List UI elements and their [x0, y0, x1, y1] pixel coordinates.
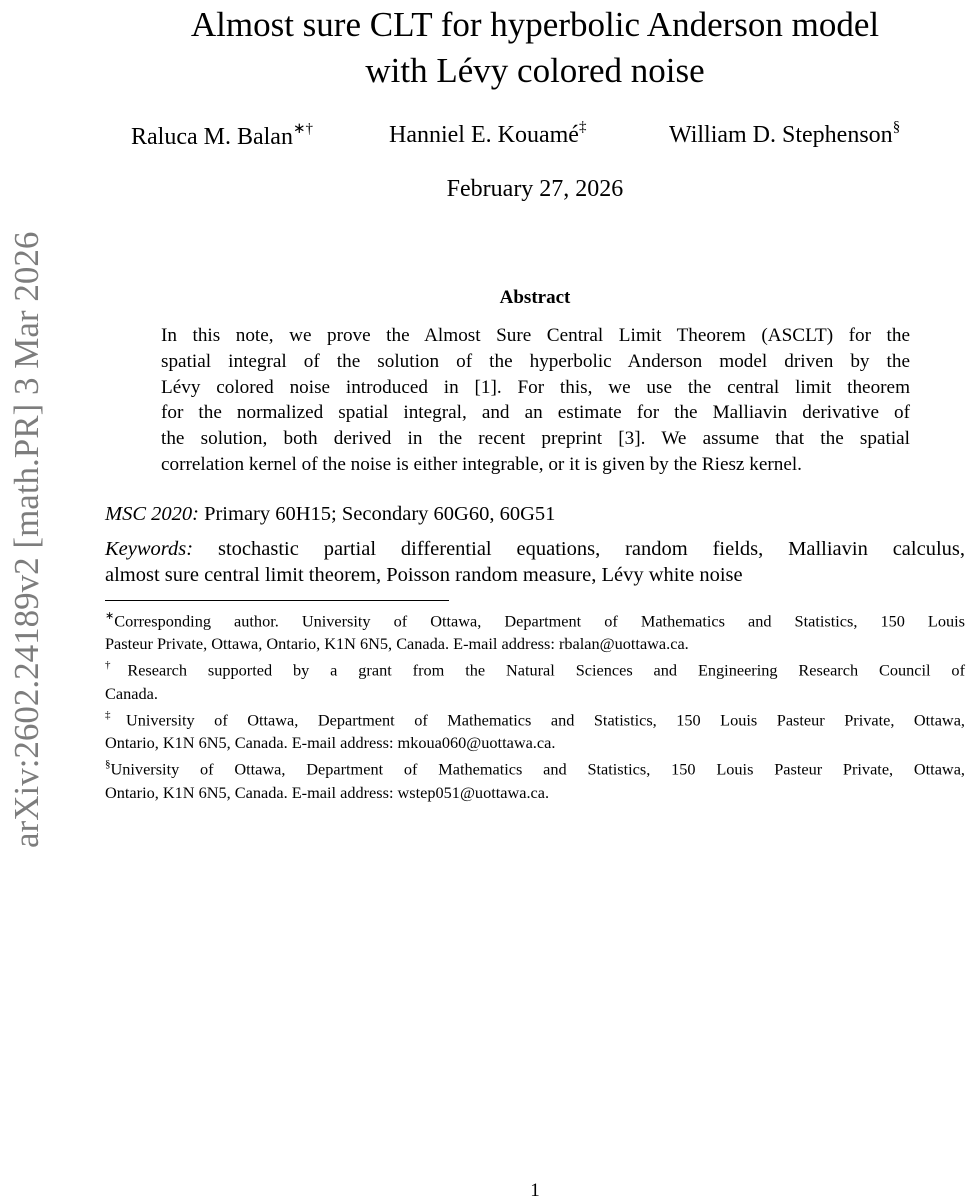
footnote-line: Pasteur Private, Ottawa, Ontario, K1N 6N5, Canada. E-mail address: rbalan@uottawa.ca. [105, 634, 689, 654]
footnote-line: Canada. [105, 683, 158, 703]
footnote-text: University of Ottawa, Department of Mathematics and Statistics, 150 Louis Pasteur Private, Ottawa, [125, 710, 965, 730]
keywords-line-2: almost sure central limit theorem, Poisson random measure, Lévy white noise [105, 564, 743, 586]
paper-date: February 27, 2026 [446, 176, 624, 202]
footnote-corresponding-author [105, 606, 965, 655]
author-list [131, 121, 951, 151]
footnote-line [105, 754, 965, 780]
abstract-heading: Abstract [499, 287, 571, 308]
footnote-line [105, 606, 965, 632]
keywords-text: stochastic partial differential equations, random fields, Malliavin calculus, [217, 538, 966, 560]
footnote-mark: § [105, 758, 111, 771]
title-line-1: Almost sure CLT for hyperbolic Anderson model [190, 5, 880, 44]
footnote-line [105, 655, 965, 681]
keywords [105, 536, 965, 588]
author-name: Raluca M. Balan [131, 124, 293, 150]
abstract-line: correlation kernel of the noise is either integrable, or it is given by the Riesz kernel. [161, 453, 802, 475]
abstract-body [161, 323, 910, 478]
arxiv-identifier-stamp: arXiv:2602.24189v2 [math.PR] 3 Mar 2026 [7, 231, 46, 848]
author-footnote-marks: ‡ [578, 119, 587, 135]
msc-label: MSC 2020: [105, 503, 199, 525]
footnote-text: Research supported by a grant from the Natural Sciences and Engineering Research Council of [127, 660, 965, 680]
author-stephenson [669, 121, 900, 149]
title-line-2: with Lévy colored noise [365, 51, 705, 90]
footnote-funding [105, 655, 965, 704]
footnote-stephenson-affiliation [105, 754, 965, 803]
author-name: William D. Stephenson [669, 122, 893, 148]
msc-classification [105, 503, 965, 526]
abstract-line: the solution, both derived in the recent preprint [3]. We assume that the spatial [161, 428, 910, 450]
footnote-line: Ontario, K1N 6N5, Canada. E-mail address: wstep051@uottawa.ca. [105, 782, 550, 802]
footnote-rule [105, 600, 449, 601]
keywords-label: Keywords: [105, 538, 194, 560]
keywords-line-1 [105, 536, 965, 562]
footnotes [105, 606, 965, 804]
footnote-mark: ∗ [105, 610, 115, 622]
footnote-text: Corresponding author. University of Ottawa, Department of Mathematics and Statistics, 150 Louis [114, 611, 965, 631]
abstract-line: spatial integral of the solution of the hyperbolic Anderson model driven by the [161, 350, 910, 372]
footnote-line [105, 705, 965, 731]
paper-title [120, 2, 950, 94]
footnote-mark: ‡ [105, 708, 126, 721]
author-footnote-marks: § [892, 119, 901, 135]
page-number: 1 [530, 1180, 540, 1201]
author-footnote-marks: ∗† [292, 121, 314, 137]
author-balan [131, 121, 313, 151]
footnote-mark: † [105, 659, 128, 672]
abstract-line: for the normalized spatial integral, and an estimate for the Malliavin derivative of [161, 402, 910, 424]
footnote-text: University of Ottawa, Department of Mathematics and Statistics, 150 Louis Pasteur Private, Ottawa, [110, 759, 965, 779]
msc-codes: Primary 60H15; Secondary 60G60, 60G51 [204, 503, 556, 525]
abstract-line: In this note, we prove the Almost Sure Central Limit Theorem (ASCLT) for the [161, 325, 910, 346]
author-kouame [389, 121, 586, 149]
author-name: Hanniel E. Kouamé [389, 122, 579, 148]
abstract-line: Lévy colored noise introduced in [1]. For this, we use the central limit theorem [161, 376, 910, 398]
footnote-kouame-affiliation [105, 705, 965, 754]
footnote-line: Ontario, K1N 6N5, Canada. E-mail address: mkoua060@uottawa.ca. [105, 733, 556, 753]
